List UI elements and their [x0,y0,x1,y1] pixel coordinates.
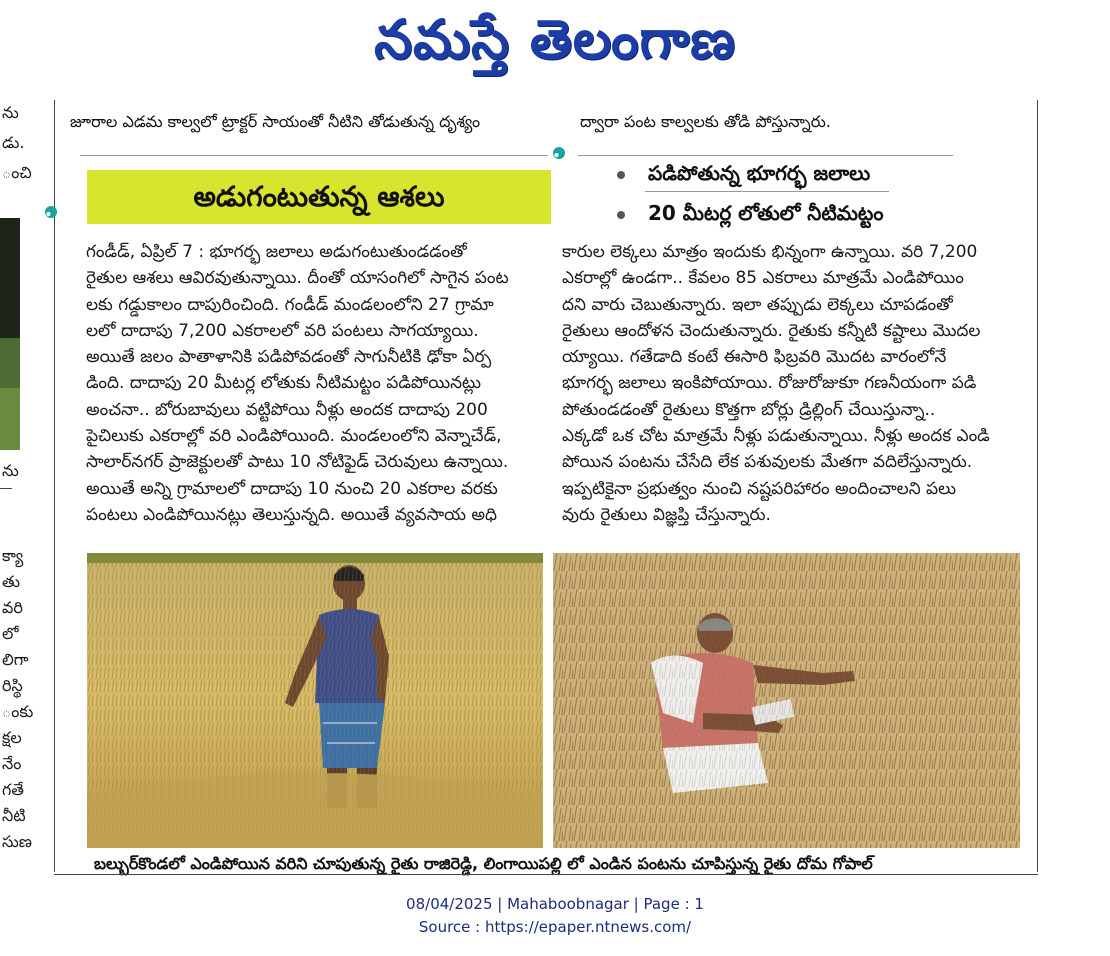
left-edge-text: నీటి [2,806,26,825]
photo-farmer-standing [87,553,543,848]
column-rule-right [1037,100,1038,872]
article-line: సాలార్‌నగర్ ప్రాజెక్టులతో పాటు 10 నోటిఫైడ్ చెరువులు ఉన్నాయి. [86,452,509,473]
photo-caption: బల్బుర్‌కొండలో ఎండిపోయిన వరిని చూపుతున్న రైతు రాజిరెడ్డి, లింగాయిపల్లి లో ఎండిన పంటను చూపిస్తున్న రైతు దోమ గోపాల్ [94,854,873,873]
article-line: పోయిన పంటను చేసేది లేక పశువులకు మేతగా వదిలేస్తున్నారు. [562,452,973,473]
left-edge-divider [0,488,12,489]
left-edge-text: ంచి [2,163,32,182]
article-line: ఎక్కడో ఒక చోట మాత్రమే నీళ్లు పడుతున్నాయి. నీళ్లు అందక ఎండి [562,426,990,447]
article-line: య్యాయి. గతేడాది కంటే ఈసారి ఫిబ్రవరి మొదట వారంలోనే [562,347,947,368]
article-line: లలో దాదాపు 7,200 ఎకరాలలో వరి పంటలు సాగయ్యాయి. [86,320,479,341]
left-edge-text: రిస్థి [2,676,23,695]
article-line: డింది. దాదాపు 20 మీటర్ల లోతుకు నీటిమట్టం పడిపోయినట్లు [86,373,482,394]
left-edge-text: తు [2,572,20,591]
left-edge-text: ంకు [2,702,34,721]
left-edge-text: ను [2,461,19,480]
article-line: వురు రైతులు విజ్ఞప్తి చేస్తున్నారు. [562,504,771,525]
bottom-rule [54,874,1038,875]
top-caption-right: ద్వారా పంట కాల్వలకు తోడి పోస్తున్నారు. [580,112,831,131]
article-line: లకు గడ్డుకాలం దాపురించింది. గండీడ్ మండలంలోని 27 గ్రామా [86,294,494,315]
left-edge-text: గతే [2,780,24,799]
photo-farmer-crouching [553,553,1020,848]
article-line: దని వారు చెబుతున్నారు. ఇలా తప్పుడు లెక్కలు చూపడంతో [562,294,953,315]
article-line: అయితే అన్ని గ్రామాలలో దాదాపు 10 నుంచి 20 ఎకరాల వరకు [86,478,498,499]
left-edge-text: లో [2,624,19,643]
left-edge-text: డు. [2,133,25,152]
article-line: పోతుండడంతో రైతులు కొత్తగా బోర్లు డ్రిల్లింగ్ చేయిస్తున్నా.. [562,399,936,420]
left-edge-text: క్షల [2,728,22,747]
section-marker-icon [44,205,58,219]
divider-left [80,155,548,156]
left-edge-text: సుణ [2,832,32,851]
subhead-divider [645,191,889,192]
article-line: రైతుల ఆశలు ఆవిరవుతున్నాయి. దీంతో యాసంగిలో సాగైన పంట [86,268,509,289]
subhead-1: పడిపోతున్న భూగర్భ జలాలు [648,161,871,185]
left-edge-text: నేం [2,754,22,773]
article-line: పంటలు ఎండిపోయినట్లు తెలుస్తున్నది. అయితే వ్యవసాయ అధి [86,504,497,525]
article-line: కారుల లెక్కలు మాత్రం ఇందుకు భిన్నంగా ఉన్నాయి. వరి 7,200 [562,242,978,262]
footer-date-edition: 08/04/2025 | Mahaboobnagar | Page : 1 [406,895,704,913]
left-edge-text: లిగా [2,650,29,669]
article-column-left [86,239,536,528]
footer-source-link[interactable]: Source : https://epaper.ntnews.com/ [418,918,692,936]
left-edge-photo [0,218,20,450]
article-line: పైచిలుకు ఎకరాల్లో వరి ఎండిపోయింది. మండలంలోని వెన్నాచేడ్, [86,426,502,447]
left-edge-text: ను [2,103,19,122]
left-edge-text: వరి [2,598,23,617]
article-line: ఇప్పటికైనా ప్రభుత్వం నుంచి నష్టపరిహారం అందించాలని పలు [562,478,957,499]
subhead-2: 20 మీటర్ల లోతులో నీటిమట్టం [648,201,884,225]
article-line: భూగర్భ జలాలు ఇంకిపోయాయి. రోజురోజుకూ గణనీయంగా పడి [562,373,977,394]
top-caption-left: జూరాల ఎడమ కాల్వలో ట్రాక్టర్ సాయంతో నీటిని తోడుతున్న దృశ్యం [70,112,481,131]
article-line: రైతులు ఆందోళన చెందుతున్నారు. రైతుకు కన్నీటి కష్టాలు మొదల [562,320,981,341]
masthead [0,0,1110,95]
section-marker-icon [552,146,566,160]
headline-box [87,170,551,224]
article-line: ఎకరాల్లో ఉండగా.. కేవలం 85 ఎకరాలు మాత్రమే ఎండిపోయిం [562,268,964,289]
left-edge-text: క్యా [2,546,24,565]
headline: అడుగంటుతున్న ఆశలు [193,180,445,213]
bullet-icon [617,171,625,179]
article-line: అంచనా.. బోరుబావులు వట్టిపోయి నీళ్లు అందక దాదాపు 200 [86,399,488,420]
article-line: గండీడ్, ఏప్రిల్ 7 : భూగర్భ జలాలు అడుగంటుతుండడంతో [86,242,467,262]
bullet-icon [617,211,625,219]
article-line: అయితే జలం పాతాళానికి పడిపోవడంతో సాగునీటికి ఢోకా ఏర్ప [86,347,492,368]
article-column-right [562,239,1012,528]
newspaper-logo: నమస్తే తెలంగాణ [374,8,736,71]
divider-right [578,155,953,156]
